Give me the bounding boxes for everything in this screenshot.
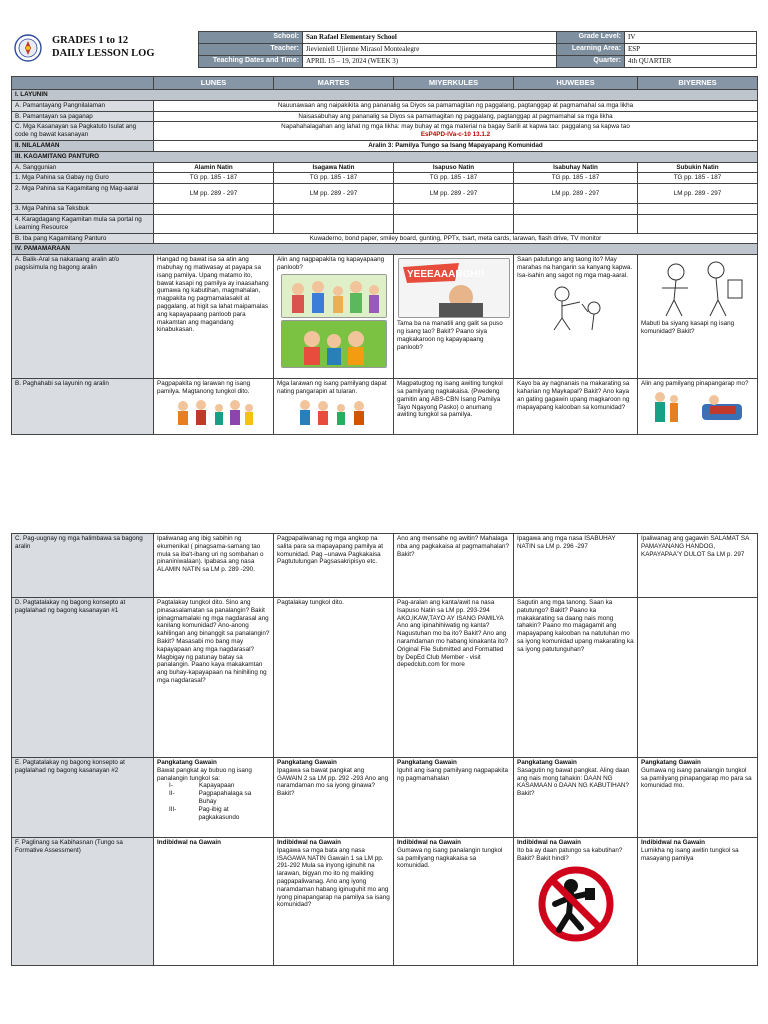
angry-man-image — [398, 258, 510, 318]
row-label-pamantayan-paganap: B. Pamantayan sa paganap — [12, 111, 154, 122]
header-info-table — [198, 31, 757, 68]
mag-cell-4: LM pp. 289 - 297 — [514, 184, 638, 204]
prayer-topic-num-3: III- — [169, 805, 177, 813]
paglinang-text-2: Ipagawa sa mga bata ang nasa ISAGAWA NATIN Gawain 1 sa LM pp. 291-292 Mula sa inyong iginuhit na larawan, bigyan mo ito ng maikling pagpapaliwanag. Ano ang iyong naramdaman habang iginuguhit mo ang iyong pinapangarap na pamilya sa isang komunidad? — [277, 846, 390, 909]
quarter-label: Quarter: — [557, 56, 625, 68]
pag-uugnay-cell-3: Ano ang mensahe ng awitin? Mahalaga nba ang pagkakaisa at pagmamahalan? Bakit? — [394, 534, 514, 598]
teksbuk-cell-2 — [274, 204, 394, 215]
indibidwal-head-4: Indibidwal na Gawain — [517, 839, 582, 846]
pag-uugnay-cell-1: Ipaliwanag ang ibig sabihin ng ekumenikal ( pinagsama-samang tao mula sa iba't-ibang uri ng sombahan o pinaniniwalaan). Ipabasa ang nasa ALAMIN NATIN sa LM p. 289 -290. — [154, 534, 274, 598]
paghahabi-text-2: Mga larawan ng isang pamilyang dapat nating pangarapin at tularan. — [277, 380, 387, 395]
family-portrait-image-2 — [291, 398, 377, 426]
lesson-log-table-1 — [11, 76, 758, 435]
day-header-biyernes: BIYERNES — [638, 77, 758, 90]
pagtatalakay1-cell-5 — [638, 598, 758, 758]
col-title-2: Isagawa Natin — [274, 162, 394, 173]
day-header-row — [12, 77, 758, 90]
row-label-gabay-guro: 1. Mga Pahina sa Gabay ng Guro — [12, 173, 154, 184]
balik-aral-text-5: Mabuti ba siyang kasapi ng isang komunidad? Bakit? — [641, 320, 735, 335]
row-label-pamantayang-pangnilalaman: A. Pamantayang Pangnilalaman — [12, 100, 154, 111]
prayer-topic-2 — [157, 790, 270, 806]
page-title — [52, 34, 155, 60]
row-label-iba-pang-kagamitan: B. Iba pang Kagamitang Panturo — [12, 233, 154, 244]
indibidwal-head-1: Indibidwal na Gawain — [157, 839, 222, 846]
kar-cell-5 — [638, 214, 758, 233]
area-label: Learning Area: — [557, 44, 625, 56]
row-label-kagamitan-magaaral: 2. Mga Pahina sa Kagamitang ng Mag-aaral — [12, 184, 154, 204]
pagtatalakay1-cell-1: Pagtalakay tungkol dito. Sino ang pinasasalamatan sa panalangin? Bakit ipinagmamalaki ng mga nagdarasal ang kanilang komunidad? Ano-anong kahilingan ang binanggit sa panalangin? Bakit? Masasabi mo bang may kapayapaan ang mga nagdarasal? Magbigay ng patunay batay sa panalangin. Paano kaya makakamtan ang buhay-kapayapaan na hinihiling ng mga nagdarasal? — [154, 598, 274, 758]
day-header-martes: MARTES — [274, 77, 394, 90]
pagtatalakay1-cell-4: Sagutin ang mga tanong. Saan ka patutungo? Bakit? Paano ka makakarating sa daang nais mong tahakin? Paano mo magagamit ang mapayapang kalooban na natutuhan mo sa iyong komunidad upang makarating ka sa iyong patutunguhan? — [514, 598, 638, 758]
day-header-lunes: LUNES — [154, 77, 274, 90]
prayer-topic-text-3: Pag-ibig at pagkakasundo — [198, 805, 240, 821]
indibidwal-head-5: Indibidwal na Gawain — [641, 839, 706, 846]
kasanayan-text: Napahahalagahan ang lahat ng mga likha: may buhay at mga material na bagay Sarili at kapwa tao: paggalang sa kapwa tao — [281, 123, 630, 131]
prayer-topic-num-2: II- — [169, 790, 175, 798]
balik-aral-cell-4 — [514, 255, 638, 379]
row-label-pag-uugnay: C. Pag-uugnay ng mga halimbawa sa bagong aralin — [12, 534, 154, 598]
mag-cell-5: LM pp. 289 - 297 — [638, 184, 758, 204]
pagtatalakay1-cell-2: Pagtalakay tungkol dito. — [274, 598, 394, 758]
pagtatalakay2-text-4: Sasagutin ng bawat pangkat. Aling daan ang nais mong tahakin: DAAN NG KASAMAAN o DAAN NG KABUTIHAN? Bakit? — [517, 766, 630, 798]
violent-man-sketch-image — [536, 282, 616, 332]
kar-cell-4 — [514, 214, 638, 233]
pangkatang-head-2: Pangkatang Gawain — [277, 759, 337, 766]
section-kagamitan: III. KAGAMITANG PANTURO — [12, 151, 758, 162]
dates-value: APRIL 15 – 19, 2024 (WEEK 3) — [303, 56, 557, 68]
pangkatang-head-3: Pangkatang Gawain — [397, 759, 457, 766]
col-title-4: Isabuhay Natin — [514, 162, 638, 173]
family-group-image — [281, 274, 387, 318]
pagtatalakay2-text-3: Iguhit ang isang pamilyang nagpapakita ng pagmamahalan — [397, 766, 508, 782]
dates-label: Teaching Dates and Time: — [199, 56, 303, 68]
guro-cell-4: TG pp. 185 - 187 — [514, 173, 638, 184]
row-label-paghahabi: B. Paghahabi sa layunin ng aralin — [12, 379, 154, 435]
balik-aral-cell-2 — [274, 255, 394, 379]
pagtatalakay2-cell-4 — [514, 758, 638, 838]
indibidwal-head-3: Indibidwal na Gawain — [397, 839, 462, 846]
pagtatalakay1-cell-3: Pag-aralan ang kanta/awit na nasa Isapuso Natin sa LM pp. 293-294 AKO,IKAW,TAYO AY ISANG PAMILYA Ano ang ipinahihiwatig ng kanta? Nagustuhan mo ba ito? Bakit? Ano ang naramdaman mo habang kinakanta ito? Original File Submitted and Formatted by DepEd Club Member - visit depedclub.com for more — [394, 598, 514, 758]
row-label-teksbuk: 3. Mga Pahina sa Teksbuk — [12, 204, 154, 215]
col-title-5: Subukin Natin — [638, 162, 758, 173]
balik-aral-text-4: Saan patutungo ang taong ito? May marahas na hangarin sa kanyang kapwa. Isa-isahin ang sagot ng mga mag-aaral. — [517, 256, 633, 279]
pagtatalakay2-cell-2 — [274, 758, 394, 838]
deped-seal-icon — [14, 34, 42, 62]
school-label: School: — [199, 32, 303, 44]
row-label-karagdagang-kagamitan: 4. Karagdagang Kagamitan mula sa portal ng Learning Resource — [12, 214, 154, 233]
guro-cell-2: TG pp. 185 - 187 — [274, 173, 394, 184]
paglinang-cell-4 — [514, 838, 638, 966]
prayer-topic-num-1: I- — [169, 782, 173, 790]
teacher-label: Teacher: — [199, 44, 303, 56]
teksbuk-cell-1 — [154, 204, 274, 215]
pagtatalakay2-cell-1 — [154, 758, 274, 838]
lesson-log-table-2 — [11, 533, 758, 966]
row-label-pagtatalakay-2: E. Pagtatalakay ng bagong konsepto at paglalahad ng bagong kasanayan #2 — [12, 758, 154, 838]
balik-aral-cell-5 — [638, 255, 758, 379]
kar-cell-1 — [154, 214, 274, 233]
no-thief-sign-icon — [531, 864, 621, 944]
balik-aral-cell-3 — [394, 255, 514, 379]
quarter-value: 4th QUARTER — [625, 56, 757, 68]
mag-cell-1: LM pp. 289 - 297 — [154, 184, 274, 204]
section-nilalaman: II. NILALAMAN — [12, 140, 154, 151]
paglinang-text-3: Gumawa ng isang panalangin tungkol sa pamilyang nagkakaisa sa komunidad. — [397, 846, 503, 870]
teacher-value: Jievieniell Ujienne Mirasol Montealegre — [303, 44, 557, 56]
teksbuk-cell-3 — [394, 204, 514, 215]
pagtatalakay2-cell-5 — [638, 758, 758, 838]
kar-cell-3 — [394, 214, 514, 233]
family-cartoon-image — [281, 320, 387, 368]
paghahabi-cell-4: Kayo ba ay nagnanais na makarating sa kaharian ng Maykapal? Bakit? Ano kaya an gating gagawin upang magkaroon ng mapayapang kalooban sa komunidad? — [514, 379, 638, 435]
col-title-3: Isapuso Natin — [394, 162, 514, 173]
grade-label: Grade Level: — [557, 32, 625, 44]
row-label-paglinang: F. Paglinang sa Kabihasnan (Tungo sa Formative Assessment) — [12, 838, 154, 966]
col-title-1: Alamin Natin — [154, 162, 274, 173]
kasanayan-code: EsP4PD-IVa-c-10 13.1.2 — [420, 131, 491, 139]
paghahabi-text-1: Pagpapakita ng larawan ng isang pamilya. Magtanong tungkol dito. — [157, 380, 251, 395]
family-choice-image — [648, 390, 748, 424]
teksbuk-cell-5 — [638, 204, 758, 215]
pagtatalakay2-cell-3 — [394, 758, 514, 838]
row-label-kasanayan: C. Mga Kasanayan sa Pagkatuto Isulat ang code ng bawat kasanayan — [12, 122, 154, 141]
pangkatang-head-4: Pangkatang Gawain — [517, 759, 577, 766]
paglinang-text-4: Ito ba ay daan patungo sa kabutihan? Bakit? Bakit hindi? — [517, 846, 623, 862]
prayer-topic-3 — [157, 806, 270, 822]
pagtatalakay2-text-2: Ipagawa sa bawat pangkat ang GAWAIN 2 sa LM pp. 292 -293 Ano ang naramdaman mo sa iyong ginawa? Bakit? — [277, 766, 389, 798]
row-label-pagtatalakay-1: D. Pagtatalakay ng bagong konsepto at paglalahad ng bagong kasanayan #1 — [12, 598, 154, 758]
title-line-1: GRADES 1 to 12 — [52, 35, 129, 46]
section-pamamaraan: IV. PAMAMARAAN — [12, 244, 758, 255]
kar-cell-2 — [274, 214, 394, 233]
guro-cell-3: TG pp. 185 - 187 — [394, 173, 514, 184]
pangkatang-head-5: Pangkatang Gawain — [641, 759, 701, 766]
kasanayan-cell — [154, 122, 758, 141]
grade-value: IV — [625, 32, 757, 44]
pag-uugnay-cell-2: Pagpapaliwanag ng mga angkop na salita para sa mapayapang pamilya at komunidad. Pag –unawa Pagkakaisa Pagtutulungan Pagsasakripisyo etc. — [274, 534, 394, 598]
nilalaman-text: Aralin 3: Pamilya Tungo sa Isang Mapayapang Komunidad — [154, 140, 758, 151]
prayer-topic-1 — [157, 782, 270, 790]
title-line-2: DAILY LESSON LOG — [52, 48, 155, 59]
paglinang-text-5: Lumikha ng isang awitin tungkol sa masayang pamilya — [641, 846, 739, 862]
guro-cell-5: TG pp. 185 - 187 — [638, 173, 758, 184]
paghahabi-cell-3: Magpatugtog ng isang awiting tungkol sa pamilyang nagkakaisa. (Pwedeng gamitin ang ABS-CBN Isang Pamilya Tayo Ngayong Pasko) o anumang awiting tungkol sa pamilya. — [394, 379, 514, 435]
paglinang-cell-3 — [394, 838, 514, 966]
pagtatalakay2-text-1: Bawat pangkat ay bubuo ng isang panalangin tungkol sa: — [157, 766, 252, 782]
mag-cell-2: LM pp. 289 - 297 — [274, 184, 394, 204]
mag-cell-3: LM pp. 289 - 297 — [394, 184, 514, 204]
row-label-balik-aral: A. Balik-Aral sa nakaraang aralin at/o pagsisimula ng bagong aralin — [12, 255, 154, 379]
balik-aral-text-2: Alin ang nagpapakita ng kapayapaang panloob? — [277, 256, 385, 271]
pag-uugnay-cell-4: Ipagawa ang mga nasa ISABUHAY NATIN sa LM p. 296 -297 — [514, 534, 638, 598]
area-value: ESP — [625, 44, 757, 56]
day-header-huwebes: HUWEBES — [514, 77, 638, 90]
teksbuk-cell-4 — [514, 204, 638, 215]
svg-text:YEEEAAARGH!!: YEEEAAARGH!! — [406, 269, 484, 281]
pag-uugnay-cell-5: Ipaliwanag ang gagawin SALAMAT SA PAMAYANANG HANDOG, KAPAYAPAA'Y DULOT Sa LM p. 297 — [638, 534, 758, 598]
balik-aral-cell-1: Hangad ng bawat isa sa atin ang mabuhay ng matiwasay at payapa sa isang pamilya. Upang matamo ito, bawat kasapi ng pamilya ay inaasahang gumawa ng kabutihan, magmahalan, magpakita ng pagmamalasakit at paggalang, at higit sa lahat maipamalas ang kapayapaang panloob para makamtan ang magandang kinabukasan. — [154, 255, 274, 379]
paglinang-cell-2 — [274, 838, 394, 966]
elderly-couple-sketch-image — [648, 258, 748, 318]
prayer-topic-text-2: Pagpapahalaga sa Buhay — [198, 790, 252, 805]
day-header-miyerkules: MIYERKULES — [394, 77, 514, 90]
balik-aral-text-3: Tama ba na manatili ang galit sa puso ng isang tao? Bakit? Paano siya magkakaroon ng kapayapaang panloob? — [397, 320, 503, 351]
paghahabi-cell-5 — [638, 379, 758, 435]
row-label-sanggunian: A. Sanggunian — [12, 162, 154, 173]
prayer-topic-text-1: Kapayapaan — [199, 782, 235, 790]
guro-cell-1: TG pp. 185 - 187 — [154, 173, 274, 184]
pamantayan-paganap-text: Naisasabuhay ang pananalig sa Diyos sa pamamagitan ng paggalang, pagtanggap at pagmamahal sa mga likha — [154, 111, 758, 122]
paghahabi-text-5: Alin ang pamilyang pinapangarap mo? — [641, 380, 749, 388]
indibidwal-head-2: Indibidwal na Gawain — [277, 839, 342, 846]
iba-pang-kagamitan-text: Kuwaderno, bond paper, smiley board, gunting, PPTx, tsart, meta cards, larawan, flash drive, TV monitor — [154, 233, 758, 244]
section-layunin: I. LAYUNIN — [12, 90, 758, 101]
pangkatang-head-1: Pangkatang Gawain — [157, 759, 217, 766]
paglinang-cell-1 — [154, 838, 274, 966]
pamantayang-pangnilalaman-text: Nauunawaan ang naipakikita ang pananalig sa Diyos sa pamamagitan ng paggalang, pagtanggap at pagmamahal sa mga likha — [154, 100, 758, 111]
family-portrait-image-1 — [171, 398, 257, 426]
school-value: San Rafael Elementary School — [303, 32, 557, 44]
paghahabi-cell-2 — [274, 379, 394, 435]
pagtatalakay2-text-5: Gumawa ng isang panalangin tungkol sa pamilyang pinapangarap mo para sa komunidad mo. — [641, 766, 752, 790]
paglinang-cell-5 — [638, 838, 758, 966]
paghahabi-cell-1 — [154, 379, 274, 435]
